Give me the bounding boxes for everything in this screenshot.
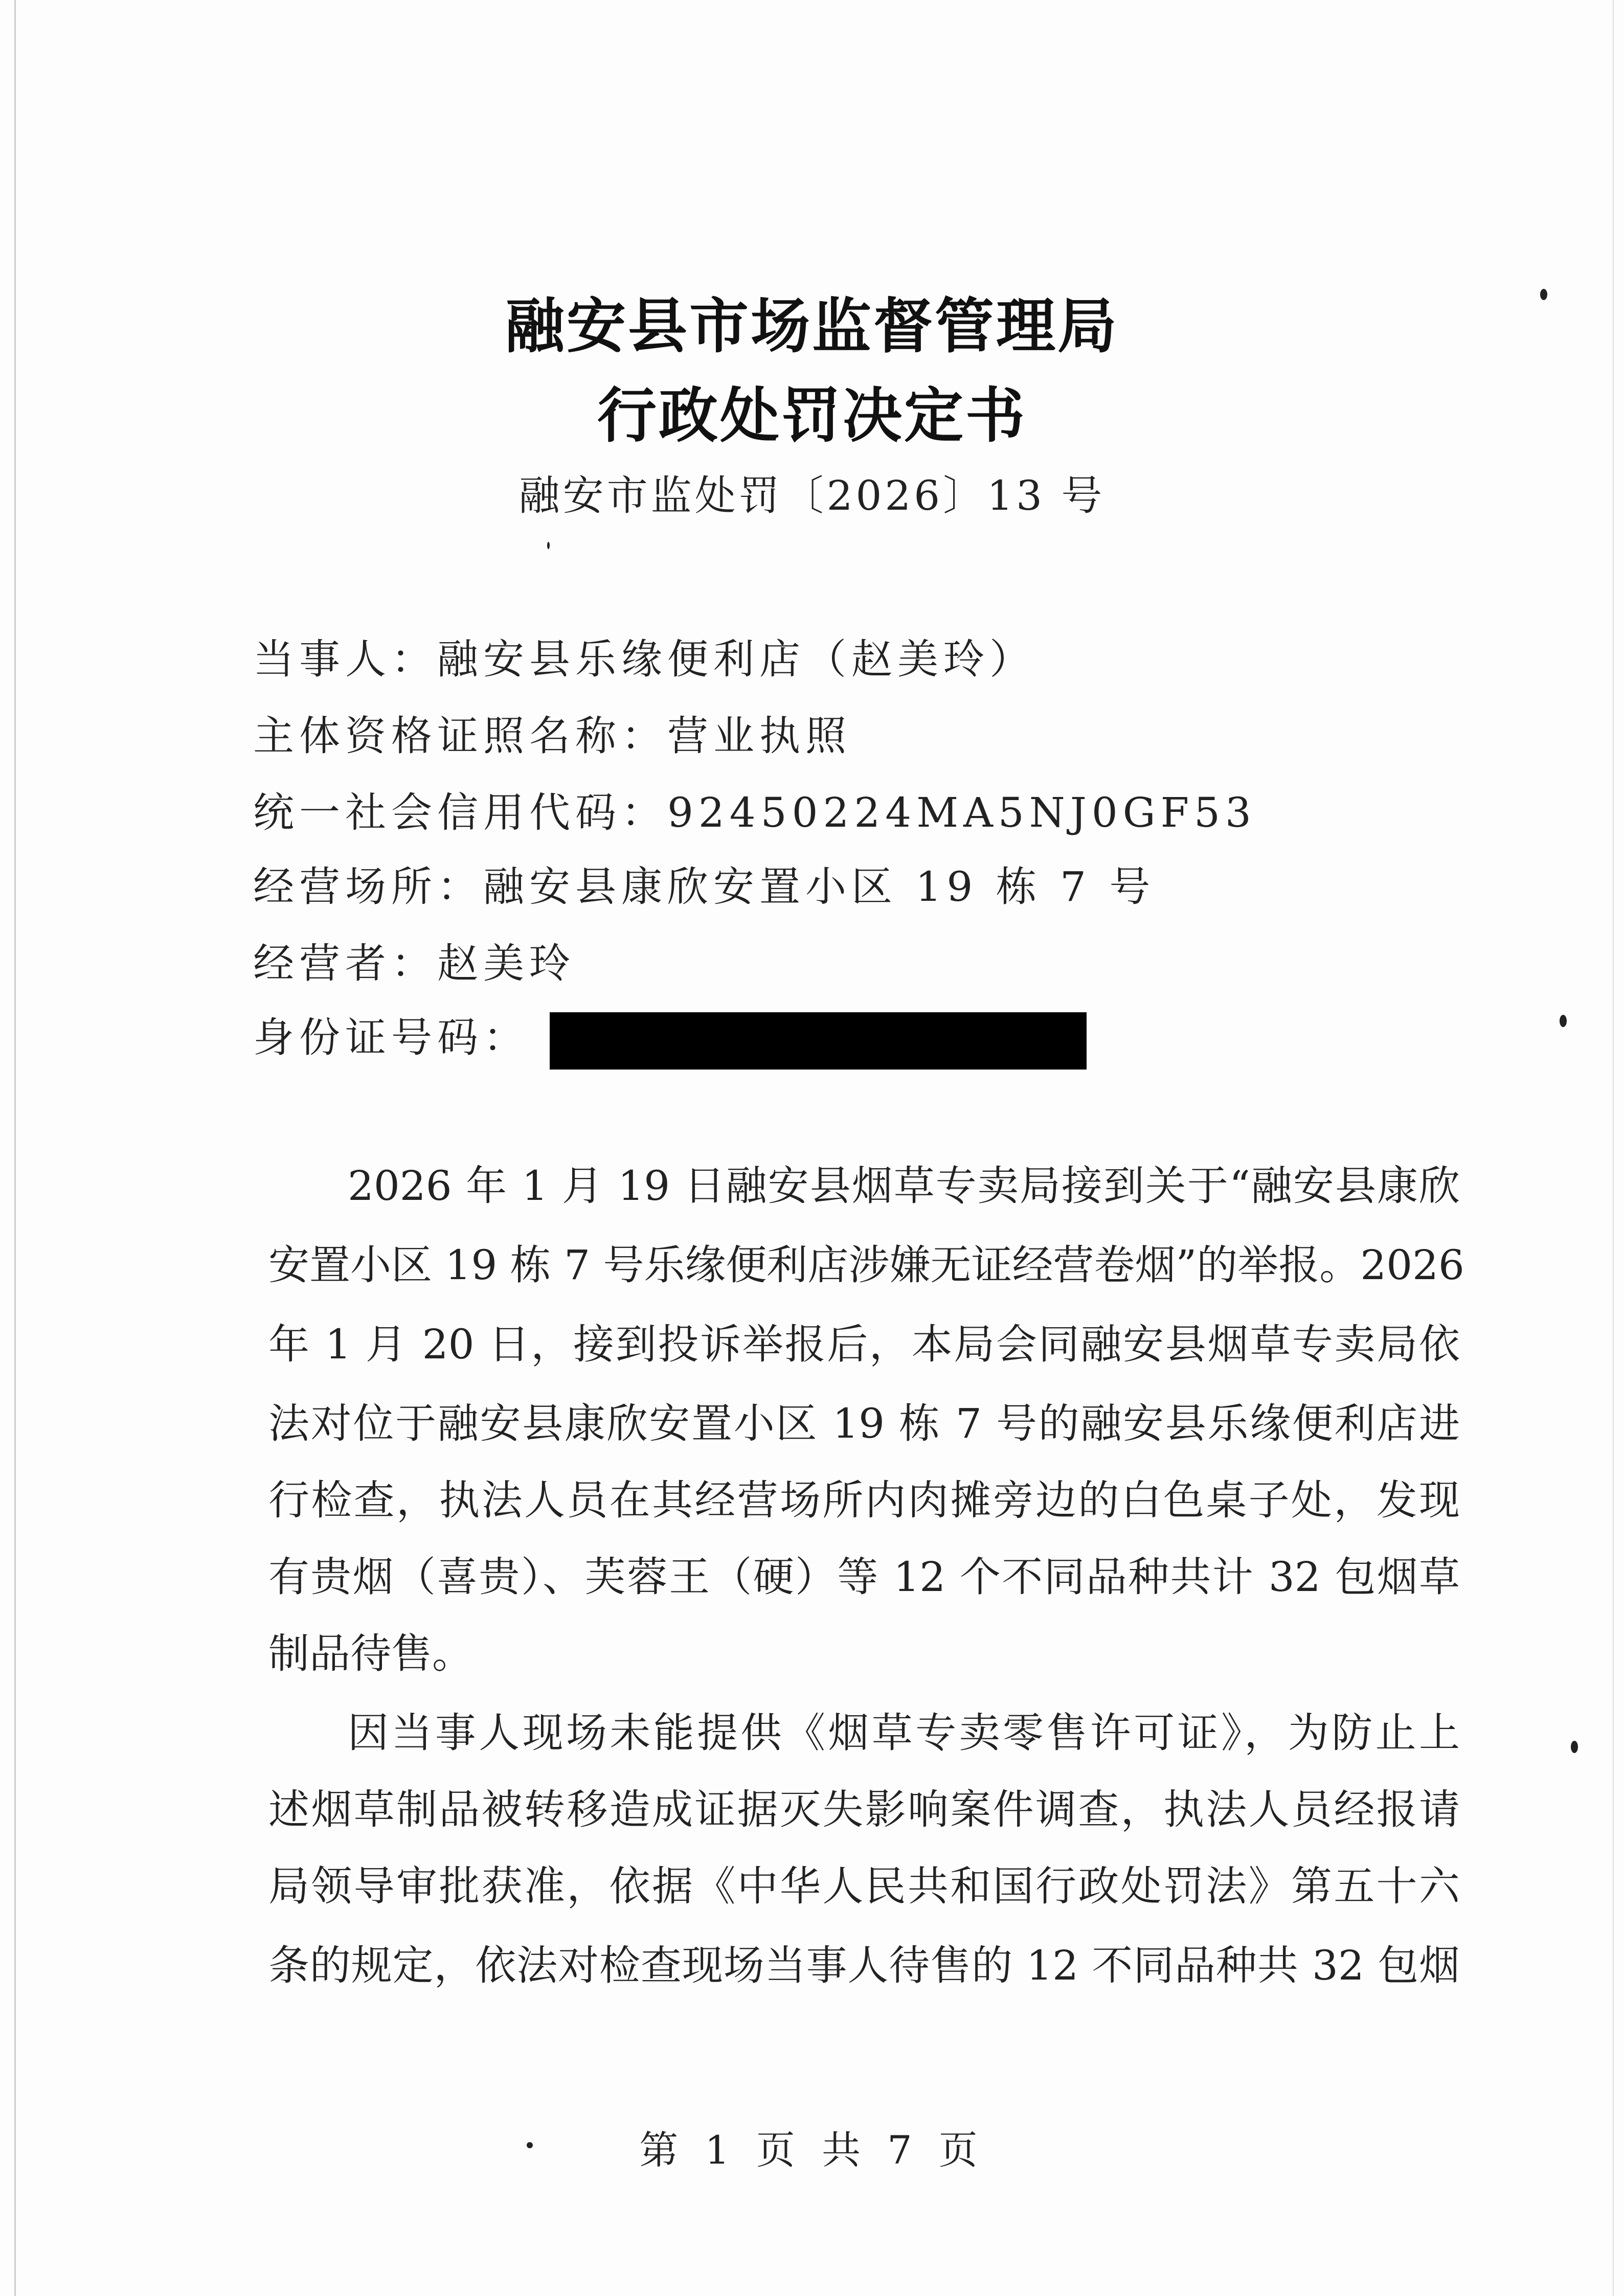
id-number-row <box>253 1005 1087 1070</box>
body-line: 年 1 月 20 日，接到投诉举报后，本局会同融安县烟草专卖局依 <box>268 1321 1460 1368</box>
operator-row <box>253 930 575 989</box>
license-name-label: 主体资格证照名称： <box>253 712 667 760</box>
business-address-value: 融安县康欣安置小区 19 栋 7 号 <box>483 863 1156 911</box>
body-line: 行检查，执法人员在其经营场所内肉摊旁边的白色桌子处，发现 <box>268 1476 1460 1524</box>
scan-speck <box>1560 1015 1567 1027</box>
scan-speck <box>547 542 550 549</box>
operator-label: 经营者： <box>253 940 437 987</box>
document-number: 融安市监处罚〔2026〕13 号 <box>518 472 1106 519</box>
body-line: 有贵烟（喜贵）、芙蓉王（硬）等 12 个不同品种共计 32 包烟草 <box>268 1553 1460 1601</box>
id-number-label: 身份证号码： <box>253 1014 529 1061</box>
body-line: 安置小区 19 栋 7 号乐缘便利店涉嫌无证经营卷烟”的举报。2026 <box>268 1241 1464 1289</box>
scan-speck <box>1571 1741 1578 1753</box>
scan-speck <box>1540 289 1547 300</box>
page-number: 第 1 页 共 7 页 <box>639 2127 985 2173</box>
body-line: 制品待售。 <box>268 1630 473 1677</box>
body-line: 2026 年 1 月 19 日融安县烟草专卖局接到关于“融安县康欣 <box>348 1162 1460 1210</box>
body-line: 局领导审批获准，依据《中华人民共和国行政处罚法》第五十六 <box>268 1862 1460 1910</box>
scan-speck <box>527 2142 533 2148</box>
credit-code-label: 统一社会信用代码： <box>253 789 667 836</box>
party-name-value: 融安县乐缘便利店（赵美玲） <box>437 635 1035 683</box>
business-address-label: 经营场所： <box>253 863 483 911</box>
credit-code-value: 92450224MA5NJ0GF53 <box>667 789 1256 836</box>
document-title-agency: 融安县市场监督管理局 <box>505 291 1119 361</box>
credit-code-row <box>253 780 1256 838</box>
party-name-row <box>253 626 1035 685</box>
redaction-bar <box>550 1012 1087 1070</box>
body-line: 因当事人现场未能提供《烟草专卖零售许可证》，为防止上 <box>348 1709 1460 1757</box>
operator-value: 赵美玲 <box>437 940 575 987</box>
body-line: 条的规定，依法对检查现场当事人待售的 12 不同品种共 32 包烟 <box>268 1942 1460 1989</box>
body-line: 述烟草制品被转移造成证据灭失影响案件调查，执法人员经报请 <box>268 1786 1460 1833</box>
license-name-row <box>253 703 851 762</box>
business-address-row <box>253 854 1155 913</box>
document-title-type: 行政处罚决定书 <box>597 381 1027 450</box>
party-name-label: 当事人： <box>253 635 437 683</box>
license-name-value: 营业执照 <box>667 712 851 760</box>
body-line: 法对位于融安县康欣安置小区 19 栋 7 号的融安县乐缘便利店进 <box>268 1400 1460 1447</box>
